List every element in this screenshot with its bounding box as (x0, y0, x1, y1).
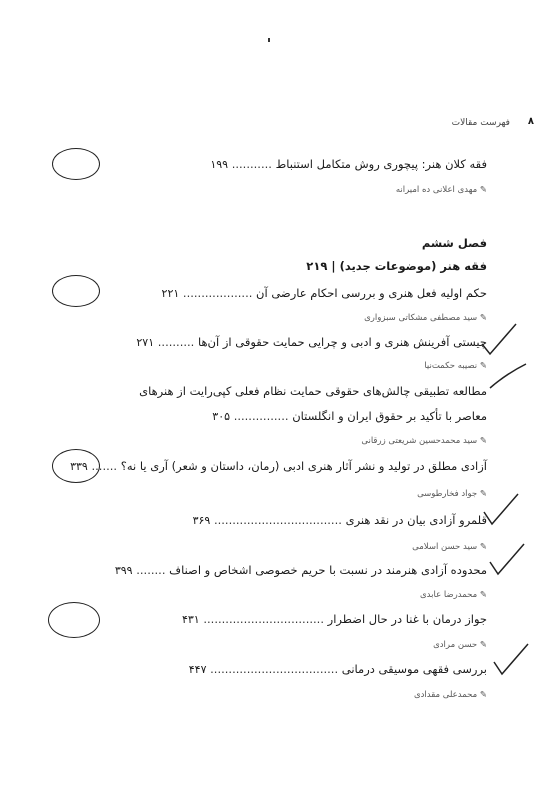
check-mark-icon (492, 640, 532, 680)
entry-page: ۳۹۹ (114, 564, 133, 577)
entry-page: ۴۴۷ (188, 663, 207, 676)
toc-entry (210, 157, 487, 171)
entry-title: مطالعه تطبیقی چالش‌های حقوقی حمایت نظام فعلی کپی‌رایت از هنرهای (139, 384, 487, 398)
entry-author: ✎ جواد فخارطوسی (417, 489, 487, 499)
entry-author: ✎ سید مصطفی مشکاتی سبزواری (364, 313, 487, 323)
toc-entry (189, 662, 487, 676)
leader-dots: .......... (157, 335, 195, 349)
entry-author: ✎ مهدی اعلانی ده امیرانه (395, 185, 487, 195)
handwritten-circle (52, 449, 100, 483)
entry-title: چیستی آفرینش هنری و ادبی و چرایی حمایت حقوقی از آن‌ها (197, 335, 487, 349)
check-mark-icon (480, 320, 520, 360)
entry-title: فقه کلان هنر: پیچوری روش متکامل استنباط (275, 157, 487, 171)
leader-dots: ........ (136, 563, 166, 577)
check-mark-icon (488, 540, 528, 580)
scribble-mark-icon (488, 360, 528, 390)
entry-author: ✎ سید محمدحسین شریعتی زرقانی (361, 436, 487, 446)
entry-title: معاصر با تأکید بر حقوق ایران و انگلستان (292, 409, 487, 423)
entry-title: بررسی فقهی موسیقی درمانی (341, 662, 487, 676)
entry-title: جواز درمان با غنا در حال اضطرار (327, 612, 487, 626)
toc-entry (162, 286, 487, 300)
handwritten-circle (48, 602, 100, 638)
handwritten-circle (52, 148, 100, 180)
page-number: ۸ (527, 116, 534, 127)
leader-dots: ................................... (213, 513, 342, 527)
entry-page: ۴۳۱ (181, 613, 200, 626)
entry-page: ۱۹۹ (210, 158, 229, 171)
toc-entry (115, 563, 487, 577)
entry-page: ۲۲۱ (161, 287, 180, 300)
entry-author: ✎ حسن مرادی (433, 640, 487, 650)
entry-author: ✎ نصیبه حکمت‌نیا (424, 361, 487, 371)
leader-dots: ................................... (210, 662, 339, 676)
entry-title: قلمرو آزادی بیان در نقد هنری (345, 513, 487, 527)
entry-title: محدوده آزادی هنرمند در نسبت با حریم خصوصی اشخاص و اصناف (169, 563, 487, 577)
leader-dots: ................................. (203, 612, 324, 626)
chapter-heading-text: فقه هنر (موضوعات جدید) (339, 259, 487, 273)
entry-page: ۳۶۹ (192, 514, 211, 527)
page-tick-mark (268, 38, 270, 42)
entry-author: ✎ محمدرضا عابدی (420, 590, 487, 600)
entry-page: ۲۷۱ (136, 336, 155, 349)
toc-entry (70, 459, 487, 473)
entry-page: ۳۳۹ (70, 460, 88, 473)
running-header (20, 118, 540, 134)
chapter-heading-page: ۲۱۹ (306, 259, 328, 273)
entry-title: آزادی مطلق در تولید و نشر آثار هنری ادبی (رمان، داستان و شعر) آری یا نه؟ (120, 459, 487, 473)
check-mark-icon (482, 490, 522, 530)
entry-author: ✎ سید حسن اسلامی (412, 542, 487, 552)
leader-dots: ............... (233, 409, 289, 423)
entry-title: حکم اولیه فعل هنری و بررسی احکام عارضی آن (256, 286, 487, 300)
toc-entry (182, 612, 487, 626)
running-title: فهرست مقالات (451, 118, 510, 128)
chapter-heading: فقه هنر (موضوعات جدید) | ۲۱۹ (306, 259, 487, 273)
leader-dots: ........... (231, 157, 272, 171)
entry-author: ✎ محمدعلی مقدادی (413, 690, 487, 700)
toc-entry (212, 409, 487, 423)
leader-dots: ................... (182, 286, 253, 300)
toc-entry-line1 (139, 384, 487, 398)
toc-entry (193, 513, 487, 527)
toc-entry (136, 335, 487, 349)
leader-dots: ....... (91, 459, 118, 473)
entry-page: ۳۰۵ (212, 410, 231, 423)
handwritten-circle (52, 275, 100, 307)
section-title: فصل ششم (421, 236, 487, 250)
